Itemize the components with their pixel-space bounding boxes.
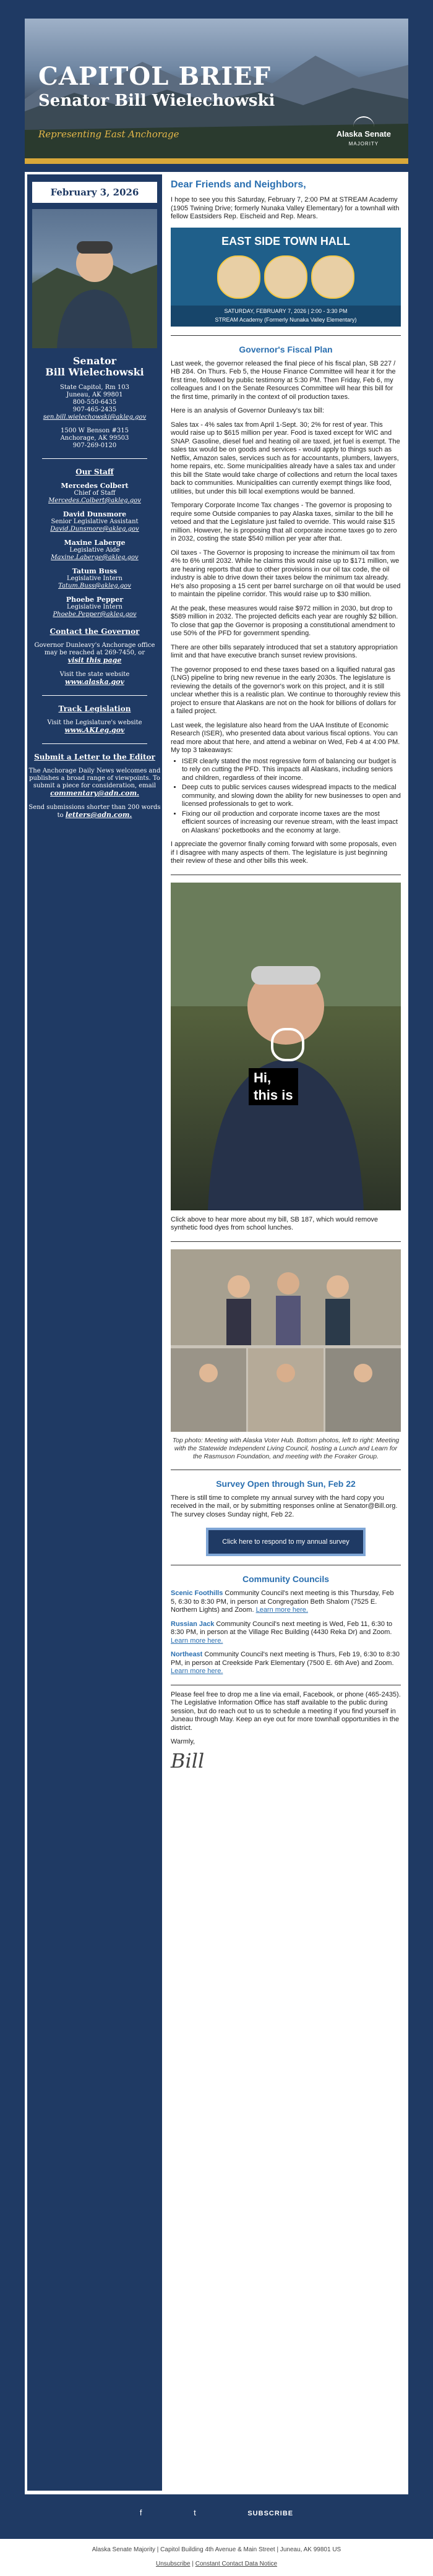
twitter-icon[interactable]: t	[194, 2508, 196, 2517]
staff-email-link[interactable]: Maxine.Laberge@akleg.gov	[51, 554, 139, 561]
state-website-link[interactable]: www.alaska.gov	[65, 678, 124, 686]
photo-caption: Top photo: Meeting with Alaska Voter Hub. Bottom photos, left to right: Meeting with the Statewide Independent Living Council, hosting a Lunch and Learn for the Rasmuson Foundation, and meeting with the Foraker Group.	[172, 1436, 400, 1460]
town-hall-flyer[interactable]	[171, 228, 401, 327]
divider	[42, 743, 147, 744]
staff-heading: Our Staff	[75, 468, 114, 476]
data-notice-link[interactable]: Constant Contact Data Notice	[195, 2561, 278, 2567]
takeaways-list	[182, 758, 401, 836]
tagline: Representing East Anchorage	[38, 129, 179, 140]
video-thumbnail[interactable]	[171, 883, 401, 1210]
governor-page-link[interactable]: visit this page	[67, 656, 122, 664]
state-website: Visit the state website www.alaska.gov	[59, 671, 130, 686]
fiscal-paragraph: Oil taxes - The Governor is proposing to increase the minimum oil tax from 4% to 6% until 2032. While he claims this would raise up to $171 million, we are hearing reports that due to other provisions in our oil tax code, the oil industry is able to drive down their taxes below the minimum tax already. He's also proposing a 15 cent per barrel surcharge on oil that would be used to maintain the pipeline corridor. This would raise up to $30 million.	[171, 549, 401, 598]
content-area	[25, 172, 408, 2494]
letters-email-link[interactable]: letters@adn.com.	[65, 811, 132, 819]
senator-name-title: Senator Bill Wielechowski	[38, 92, 275, 110]
letter-text: The Anchorage Daily News welcomes and publishes a broad range of viewpoints. To submit a piece for consideration, email commentary@adn.com.	[28, 768, 161, 797]
list-item: • Fixing our oil production and corporate income taxes are the most efficient sources of increasing our revenue stream, with the least impact on Alaskans' pocketbooks and the economy at large.	[182, 810, 401, 836]
survey-heading: Survey Open through Sun, Feb 22	[216, 1478, 356, 1489]
flyer-details: SATURDAY, FEBRUARY 7, 2026 | 2:00 - 3:30 PM STREAM Academy (Formerly Nunaka Valley Elementary)	[171, 306, 401, 327]
akleg-link[interactable]: www.AKLeg.gov	[64, 726, 125, 734]
letter-text-2: Send submissions shorter than 200 words to letters@adn.com.	[28, 804, 161, 819]
subscribe-link[interactable]: SUBSCRIBE	[247, 2510, 294, 2517]
video-caption: Click above to hear more about my bill, SB 187, which would remove synthetic food dyes from school lunches.	[171, 1215, 379, 1231]
staff-email-link[interactable]: David.Dunsmore@akleg.gov	[50, 526, 139, 533]
community-councils-heading: Community Councils	[242, 1574, 329, 1584]
greeting: Dear Friends and Neighbors,	[171, 179, 306, 190]
list-item: • ISER clearly stated the most regressive form of balancing our budget is to rely on cutting the PFD. This impacts all Alaskans, including seniors and children, regardless of their income.	[182, 758, 401, 783]
fiscal-paragraph: I appreciate the governor finally coming forward with some proposals, even if I disagree with many aspects of them. The legislature is just beginning their review of these and other bills this week.	[171, 841, 397, 865]
footer	[0, 2502, 433, 2576]
video-caption-overlay: Hi, this is	[249, 1068, 298, 1105]
facebook-icon[interactable]: f	[139, 2508, 142, 2517]
fiscal-paragraph: There are other bills separately introduced that set a statutory appropriation limit and that have executive branch sunset review provisions.	[171, 643, 398, 659]
meeting-photos	[171, 1249, 401, 1432]
divider	[171, 1241, 401, 1242]
commentary-email-link[interactable]: commentary@adn.com.	[50, 789, 139, 797]
fiscal-paragraph: The governor proposed to end these taxes based on a liquified natural gas (LNG) pipeline to bring new revenue in the early 2030s. The legislature is reviewing the details of the governor's work on this project, and it is still unclear whether this is a realistic plan. We continue to thoroughly review this project to ensure that Alaskans are not on the hook for billions of dollars for a failed project.	[171, 665, 401, 715]
sidebar-name: Senator Bill Wielechowski	[45, 355, 144, 378]
closing-paragraph: Please feel free to drop me a line via email, Facebook, or phone (465-2435). The Legislative Information Office has staff available to the public during session, but do reach out to us to schedule a meeting if you find yourself in Juneau through May. Keep an eye out for more townhall opportunities in the district.	[171, 1690, 401, 1732]
governor-heading: Contact the Governor	[49, 627, 140, 636]
legislator-photo	[264, 255, 307, 299]
governor-contact: Governor Dunleavy's Anchorage office may be reached at 269-7450, or visit this page	[34, 642, 155, 664]
divider	[42, 458, 147, 459]
staff-member: Maxine Laberge Legislative Aide Maxine.Laberge@akleg.gov	[51, 539, 139, 561]
survey-paragraph: There is still time to complete my annual survey with the hard copy you received in the mail, or by submitting responses online at Senator@Bill.org. The survey closes Sunday night, Feb 22.	[171, 1494, 398, 1518]
letter-heading: Submit a Letter to the Editor	[34, 753, 155, 761]
senator-portrait	[32, 209, 157, 348]
legislator-photo	[311, 255, 354, 299]
staff-email-link[interactable]: Phoebe.Pepper@akleg.gov	[53, 611, 137, 618]
fiscal-paragraph: Last week, the legislature also heard from the UAA Institute of Economic Research (ISER), who presented data about various fiscal options. You can read more about that here, and attend a webinar on Wed, Feb 4 at 4:00 PM. My top 3 takeaways:	[171, 721, 400, 754]
footer-legal: Alaska Senate Majority | Capitol Building 4th Avenue & Main Street | Juneau, AK 99801 US Unsubscribe | Constant Contact Data Notice	[0, 2539, 433, 2576]
play-icon[interactable]	[271, 1028, 304, 1061]
council-item: Scenic Foothills Community Council's next meeting is this Thursday, Feb 5, 6:30 to 8:30 PM, in person at Congregation Beth Shalom (7525 E. Northern Lights) and Zoom. Learn more here.	[171, 1590, 394, 1614]
divider	[42, 695, 147, 696]
legislator-photos	[215, 255, 356, 302]
staff-member: Mercedes Colbert Chief of Staff Mercedes.Colbert@akleg.gov	[48, 482, 141, 504]
divider	[171, 335, 401, 336]
footer-address: Alaska Senate Majority | Capitol Building 4th Avenue & Main Street | Juneau, AK 99801 US	[92, 2546, 341, 2553]
fiscal-paragraph: Last week, the governor released the final piece of his fiscal plan, SB 227 / HB 284. On Thurs. Feb 5, the House Finance Committee will hear it for the first time, followed by public testimony at 5:30 PM. Then Friday, Feb 6, my colleagues and I on the Senate Resources Committee will hear this bill for the first time, primarily in the context of oil production taxes.	[171, 359, 396, 401]
fiscal-paragraph: At the peak, these measures would raise $972 million in 2030, but drop to $589 million in 2032. The projected deficits each year are roughly $2 billion. To close that gap the Governor is proposing a constitutional amendment to use 50% of the PFD for government spending.	[171, 604, 398, 637]
header-banner	[25, 19, 408, 164]
track-text: Visit the Legislature's website www.AKLeg.gov	[47, 719, 142, 734]
list-item: • Deep cuts to public services causes widespread impacts to the medical community, and slowing down the ability for new businesses to open and licensed professionals to get to work.	[182, 784, 401, 809]
header-accent-bar	[25, 158, 408, 164]
legislator-photo	[217, 255, 260, 299]
issue-date: February 3, 2026	[32, 182, 157, 203]
newsletter-title: CAPITOL BRIEF	[38, 62, 271, 91]
learn-more-link[interactable]: Learn more here.	[255, 1606, 308, 1614]
staff-member: Phoebe Pepper Legislative Intern Phoebe.Pepper@akleg.gov	[53, 596, 137, 618]
staff-member: Tatum Buss Legislative Intern Tatum.Buss@akleg.gov	[58, 567, 131, 589]
signoff: Warmly,	[171, 1738, 195, 1745]
capitol-dome-icon	[353, 116, 374, 129]
senate-majority-logo: Alaska Senate MAJORITY	[337, 116, 391, 148]
fiscal-plan-heading: Governor's Fiscal Plan	[239, 344, 333, 354]
fiscal-paragraph: Here is an analysis of Governor Dunleavy's tax bill:	[171, 407, 324, 414]
signature: Bill	[171, 1748, 205, 1773]
social-links	[0, 2508, 433, 2517]
fiscal-paragraph: Temporary Corporate Income Tax changes - The governor is proposing to require some Outside companies to pay Alaska taxes, similar to the bill he vetoed and that the Legislature just failed to override. This would raise $15 million. However, he is proposing that all corporate income taxes go to zero in 2032, costing the state $540 million per year after that.	[171, 502, 397, 542]
staff-email-link[interactable]: Mercedes.Colbert@akleg.gov	[48, 497, 141, 504]
survey-button[interactable]: Click here to respond to my annual survey	[206, 1528, 366, 1556]
capitol-address: State Capitol, Rm 103 Juneau, AK 99801 800-550-6435 907-465-2435 sen.bill.wielechowski@akleg.gov	[43, 384, 147, 421]
staff-member: David Dunsmore Senior Legislative Assistant David.Dunsmore@akleg.gov	[50, 510, 139, 533]
unsubscribe-link[interactable]: Unsubscribe	[155, 2561, 191, 2567]
learn-more-link[interactable]: Learn more here.	[171, 1667, 223, 1675]
main-column	[171, 174, 401, 1773]
council-item: Northeast Community Council's next meeting is Thurs, Feb 19, 6:30 to 8:30 PM, in person at Creekside Park Elementary (7500 E. 6th Ave) and Zoom. Learn more here.	[171, 1651, 400, 1675]
fiscal-paragraph: Sales tax - 4% sales tax from April 1-Sept. 30; 2% for rest of year. This would raise up to $615 million per year. Food is taxed except for WIC and SNAP. Gasoline, diesel fuel and heating oil are taxed, jet fuel is exempt. The sales tax would be on goods and services - would apply to things such as Netflix, Amazon sales, services such as for accountants, plumbers, lawyers, home repairs, etc. Some municipalities already have a sales tax and under this bill the State would take charge of collections and return the local taxes back to communities. Municipalities can currently exempt things like food, utilities, but under this bill local exemptions would be banned.	[171, 421, 400, 495]
track-heading: Track Legislation	[58, 704, 131, 713]
sidebar	[27, 174, 162, 2491]
staff-email-link[interactable]: Tatum.Buss@akleg.gov	[58, 583, 131, 589]
district-address: 1500 W Benson #315 Anchorage, AK 99503 907-269-0120	[60, 427, 129, 449]
flyer-title: EAST SIDE TOWN HALL	[221, 234, 350, 247]
council-item: Russian Jack Community Council's next meeting is Wed, Feb 11, 6:30 to 8:30 PM, in person at the Village Rec Building (4430 Reka Dr) and Zoom. Learn more here.	[171, 1620, 393, 1645]
intro-paragraph: I hope to see you this Saturday, February 7, 2:00 PM at STREAM Academy (1905 Twining Drive; formerly Nunaka Valley Elementary) for a townhall with fellow Eastsiders Rep. Eischeid and Rep. Mears.	[171, 196, 400, 220]
learn-more-link[interactable]: Learn more here.	[171, 1637, 223, 1645]
senator-email-link[interactable]: sen.bill.wielechowski@akleg.gov	[43, 414, 147, 421]
